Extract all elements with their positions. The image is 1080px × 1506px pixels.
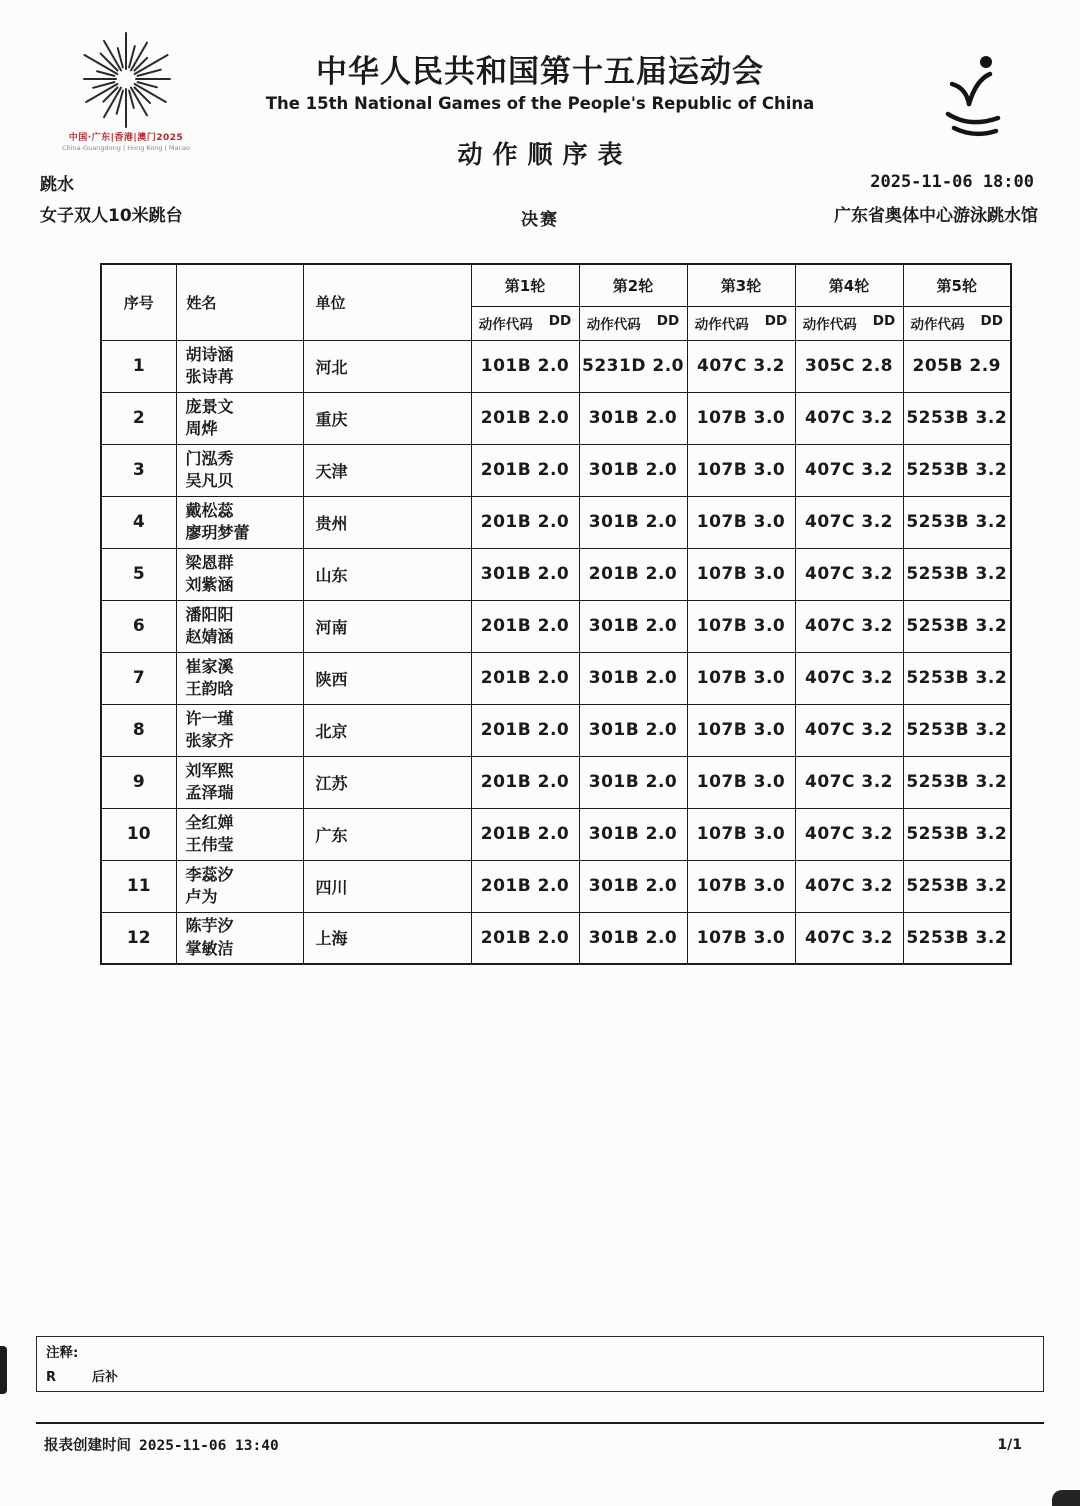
team-unit: 四川 <box>303 860 471 912</box>
athlete-names <box>176 444 303 496</box>
athlete-name-2: 王韵晗 <box>185 679 234 698</box>
dive-cell: 5253B 3.2 <box>903 704 1011 756</box>
athlete-name-2: 廖玥梦蕾 <box>185 523 250 542</box>
row-number: 10 <box>101 808 176 860</box>
dive-cell: 101B 2.0 <box>471 340 579 392</box>
dive-cell: 407C 3.2 <box>687 340 795 392</box>
page-number: 1/1 <box>997 1437 1022 1453</box>
dive-cell: 301B 2.0 <box>579 860 687 912</box>
athlete-name-1: 庞景文 <box>185 396 234 416</box>
col-subheader-1 <box>471 306 579 340</box>
dive-cell: 107B 3.0 <box>687 392 795 444</box>
dive-cell: 201B 2.0 <box>471 444 579 496</box>
dive-cell: 201B 2.0 <box>471 756 579 808</box>
table-row <box>101 808 1011 860</box>
page-title: 中华人民共和国第十五届运动会 <box>316 54 764 90</box>
dive-cell: 5253B 3.2 <box>903 444 1011 496</box>
athlete-name-1: 陈芋汐 <box>185 916 234 936</box>
note-code: R <box>46 1370 57 1385</box>
athlete-name-2: 王伟莹 <box>185 835 234 854</box>
subheader-dd-label: DD <box>548 313 572 329</box>
header-titles <box>210 46 870 171</box>
dive-cell: 201B 2.0 <box>471 704 579 756</box>
team-unit: 广东 <box>303 808 471 860</box>
team-unit: 上海 <box>303 912 471 964</box>
subheader-code-label: 动作代码 <box>586 317 641 333</box>
athlete-names <box>176 340 303 392</box>
dive-cell: 407C 3.2 <box>795 912 903 964</box>
athlete-names <box>176 548 303 600</box>
dive-cell: 201B 2.0 <box>471 912 579 964</box>
logo-caption-en: China-Guangdong | Hong Kong | Macao <box>62 144 190 152</box>
diving-pictogram <box>936 52 1012 148</box>
col-subheader-2 <box>579 306 687 340</box>
event-datetime: 2025-11-06 18:00 <box>870 172 1034 192</box>
dive-cell: 407C 3.2 <box>795 444 903 496</box>
athlete-names <box>176 860 303 912</box>
dive-cell: 201B 2.0 <box>579 548 687 600</box>
row-number: 7 <box>101 652 176 704</box>
athlete-names <box>176 704 303 756</box>
dive-cell: 301B 2.0 <box>579 808 687 860</box>
table-row <box>101 652 1011 704</box>
dive-cell: 107B 3.0 <box>687 600 795 652</box>
dive-cell: 301B 2.0 <box>579 392 687 444</box>
athlete-name-1: 刘军熙 <box>185 760 234 780</box>
team-unit: 河南 <box>303 600 471 652</box>
athlete-name-1: 梁恩群 <box>185 552 234 572</box>
fireworks-logo-icon <box>60 26 192 132</box>
athlete-names <box>176 756 303 808</box>
team-unit: 贵州 <box>303 496 471 548</box>
dive-cell: 301B 2.0 <box>579 600 687 652</box>
dive-cell: 407C 3.2 <box>795 392 903 444</box>
row-number: 6 <box>101 600 176 652</box>
subheader-code-label: 动作代码 <box>802 317 857 333</box>
dive-cell: 407C 3.2 <box>795 808 903 860</box>
dive-cell: 301B 2.0 <box>579 912 687 964</box>
dive-cell: 201B 2.0 <box>471 496 579 548</box>
dive-cell: 407C 3.2 <box>795 548 903 600</box>
subheader-code-label: 动作代码 <box>478 317 533 333</box>
games-logo <box>50 26 202 152</box>
dive-cell: 5231D 2.0 <box>579 340 687 392</box>
athlete-name-2: 掌敏洁 <box>185 938 234 958</box>
col-header-round-5: 第5轮 <box>903 264 1011 306</box>
athlete-name-2: 张家齐 <box>185 731 234 750</box>
dive-cell: 201B 2.0 <box>471 600 579 652</box>
report-created-label: 报表创建时间 <box>44 1438 131 1454</box>
document-title: 动作顺序表 <box>457 140 633 169</box>
dive-cell: 305C 2.8 <box>795 340 903 392</box>
scan-artifact <box>1052 1490 1080 1506</box>
row-number: 8 <box>101 704 176 756</box>
athlete-name-2: 卢为 <box>185 887 218 906</box>
row-number: 3 <box>101 444 176 496</box>
dive-cell: 301B 2.0 <box>579 704 687 756</box>
table-row <box>101 548 1011 600</box>
subheader-dd-label: DD <box>764 313 788 329</box>
athlete-name-2: 赵婧涵 <box>185 627 234 646</box>
col-subheader-5 <box>903 306 1011 340</box>
notes-box <box>36 1336 1044 1392</box>
col-header-round-2: 第2轮 <box>579 264 687 306</box>
scan-artifact <box>0 1346 7 1394</box>
athlete-names <box>176 652 303 704</box>
dive-cell: 5253B 3.2 <box>903 600 1011 652</box>
team-unit: 北京 <box>303 704 471 756</box>
report-created-time: 2025-11-06 13:40 <box>139 1438 279 1454</box>
row-number: 12 <box>101 912 176 964</box>
dive-cell: 5253B 3.2 <box>903 652 1011 704</box>
athlete-name-1: 李蕊汐 <box>185 864 234 884</box>
dive-cell: 107B 3.0 <box>687 496 795 548</box>
team-unit: 河北 <box>303 340 471 392</box>
row-number: 5 <box>101 548 176 600</box>
dive-cell: 201B 2.0 <box>471 392 579 444</box>
athlete-name-1: 胡诗涵 <box>185 344 234 364</box>
event-name: 女子双人10米跳台 <box>40 206 183 226</box>
col-header-name: 姓名 <box>176 264 303 340</box>
subheader-code-label: 动作代码 <box>910 317 965 333</box>
dive-cell: 107B 3.0 <box>687 652 795 704</box>
dive-cell: 205B 2.9 <box>903 340 1011 392</box>
dive-cell: 107B 3.0 <box>687 444 795 496</box>
row-number: 9 <box>101 756 176 808</box>
athlete-names <box>176 600 303 652</box>
diving-pictogram-icon <box>936 52 1012 144</box>
athlete-name-1: 门泓秀 <box>185 448 234 468</box>
dive-cell: 407C 3.2 <box>795 704 903 756</box>
athlete-names <box>176 392 303 444</box>
subheader-dd-label: DD <box>656 313 680 329</box>
table-row <box>101 496 1011 548</box>
note-text: 后补 <box>92 1370 119 1385</box>
col-header-round-4: 第4轮 <box>795 264 903 306</box>
notes-label: 注释: <box>46 1345 79 1361</box>
dive-cell: 5253B 3.2 <box>903 860 1011 912</box>
table-row <box>101 912 1011 964</box>
col-header-round-1: 第1轮 <box>471 264 579 306</box>
table-row <box>101 392 1011 444</box>
dive-cell: 407C 3.2 <box>795 756 903 808</box>
athlete-name-2: 刘紫涵 <box>185 575 234 594</box>
report-created <box>44 1434 279 1455</box>
athlete-name-2: 吴凡贝 <box>185 471 234 490</box>
athlete-names <box>176 808 303 860</box>
col-subheader-4 <box>795 306 903 340</box>
table-row <box>101 860 1011 912</box>
col-header-round-3: 第3轮 <box>687 264 795 306</box>
dive-cell: 201B 2.0 <box>471 808 579 860</box>
team-unit: 天津 <box>303 444 471 496</box>
dive-cell: 301B 2.0 <box>579 496 687 548</box>
team-unit: 重庆 <box>303 392 471 444</box>
dive-cell: 5253B 3.2 <box>903 392 1011 444</box>
dive-cell: 201B 2.0 <box>471 652 579 704</box>
dive-cell: 5253B 3.2 <box>903 912 1011 964</box>
athlete-name-1: 潘阳阳 <box>185 604 234 624</box>
athlete-name-1: 全红婵 <box>185 812 234 832</box>
table-row <box>101 756 1011 808</box>
athlete-name-1: 许一瑾 <box>185 708 234 728</box>
team-unit: 山东 <box>303 548 471 600</box>
table-header-row <box>101 264 1011 306</box>
dive-cell: 301B 2.0 <box>579 444 687 496</box>
subheader-code-label: 动作代码 <box>694 317 749 333</box>
col-subheader-3 <box>687 306 795 340</box>
dive-cell: 407C 3.2 <box>795 600 903 652</box>
table-row <box>101 340 1011 392</box>
event-phase: 决赛 <box>521 210 559 230</box>
dive-cell: 407C 3.2 <box>795 652 903 704</box>
athlete-name-2: 张诗苒 <box>185 367 234 386</box>
dive-cell: 5253B 3.2 <box>903 548 1011 600</box>
dive-cell: 107B 3.0 <box>687 808 795 860</box>
page-title-en: The 15th National Games of the People's Republic of China <box>265 94 815 113</box>
dive-cell: 301B 2.0 <box>471 548 579 600</box>
event-venue: 广东省奥体中心游泳跳水馆 <box>834 206 1038 226</box>
row-number: 11 <box>101 860 176 912</box>
athlete-name-1: 崔家溪 <box>185 656 234 676</box>
dive-cell: 407C 3.2 <box>795 496 903 548</box>
col-header-unit: 单位 <box>303 264 471 340</box>
dive-cell: 5253B 3.2 <box>903 808 1011 860</box>
subheader-dd-label: DD <box>872 313 896 329</box>
notes-line <box>46 1366 1034 1385</box>
row-number: 2 <box>101 392 176 444</box>
col-header-no: 序号 <box>101 264 176 340</box>
team-unit: 江苏 <box>303 756 471 808</box>
sport-label: 跳水 <box>40 175 74 195</box>
dive-cell: 301B 2.0 <box>579 652 687 704</box>
athlete-name-2: 周烨 <box>185 419 218 438</box>
dive-table-body <box>101 340 1011 964</box>
table-row <box>101 704 1011 756</box>
row-number: 4 <box>101 496 176 548</box>
dive-cell: 107B 3.0 <box>687 860 795 912</box>
table-row <box>101 444 1011 496</box>
dive-cell: 107B 3.0 <box>687 756 795 808</box>
row-number: 1 <box>101 340 176 392</box>
team-unit: 陕西 <box>303 652 471 704</box>
dive-cell: 107B 3.0 <box>687 704 795 756</box>
dive-cell: 107B 3.0 <box>687 548 795 600</box>
dive-cell: 5253B 3.2 <box>903 756 1011 808</box>
dive-cell: 301B 2.0 <box>579 756 687 808</box>
table-row <box>101 600 1011 652</box>
dive-cell: 201B 2.0 <box>471 860 579 912</box>
athlete-names <box>176 912 303 964</box>
footer-divider <box>36 1422 1044 1424</box>
logo-caption: 中国·广东|香港|澳门2025 <box>68 133 184 143</box>
athlete-names <box>176 496 303 548</box>
dive-cell: 407C 3.2 <box>795 860 903 912</box>
athlete-name-1: 戴松蕊 <box>185 500 234 520</box>
subheader-dd-label: DD <box>980 313 1003 329</box>
dive-order-table <box>100 263 1012 965</box>
athlete-name-2: 孟泽瑞 <box>185 783 234 802</box>
dive-cell: 107B 3.0 <box>687 912 795 964</box>
dive-cell: 5253B 3.2 <box>903 496 1011 548</box>
